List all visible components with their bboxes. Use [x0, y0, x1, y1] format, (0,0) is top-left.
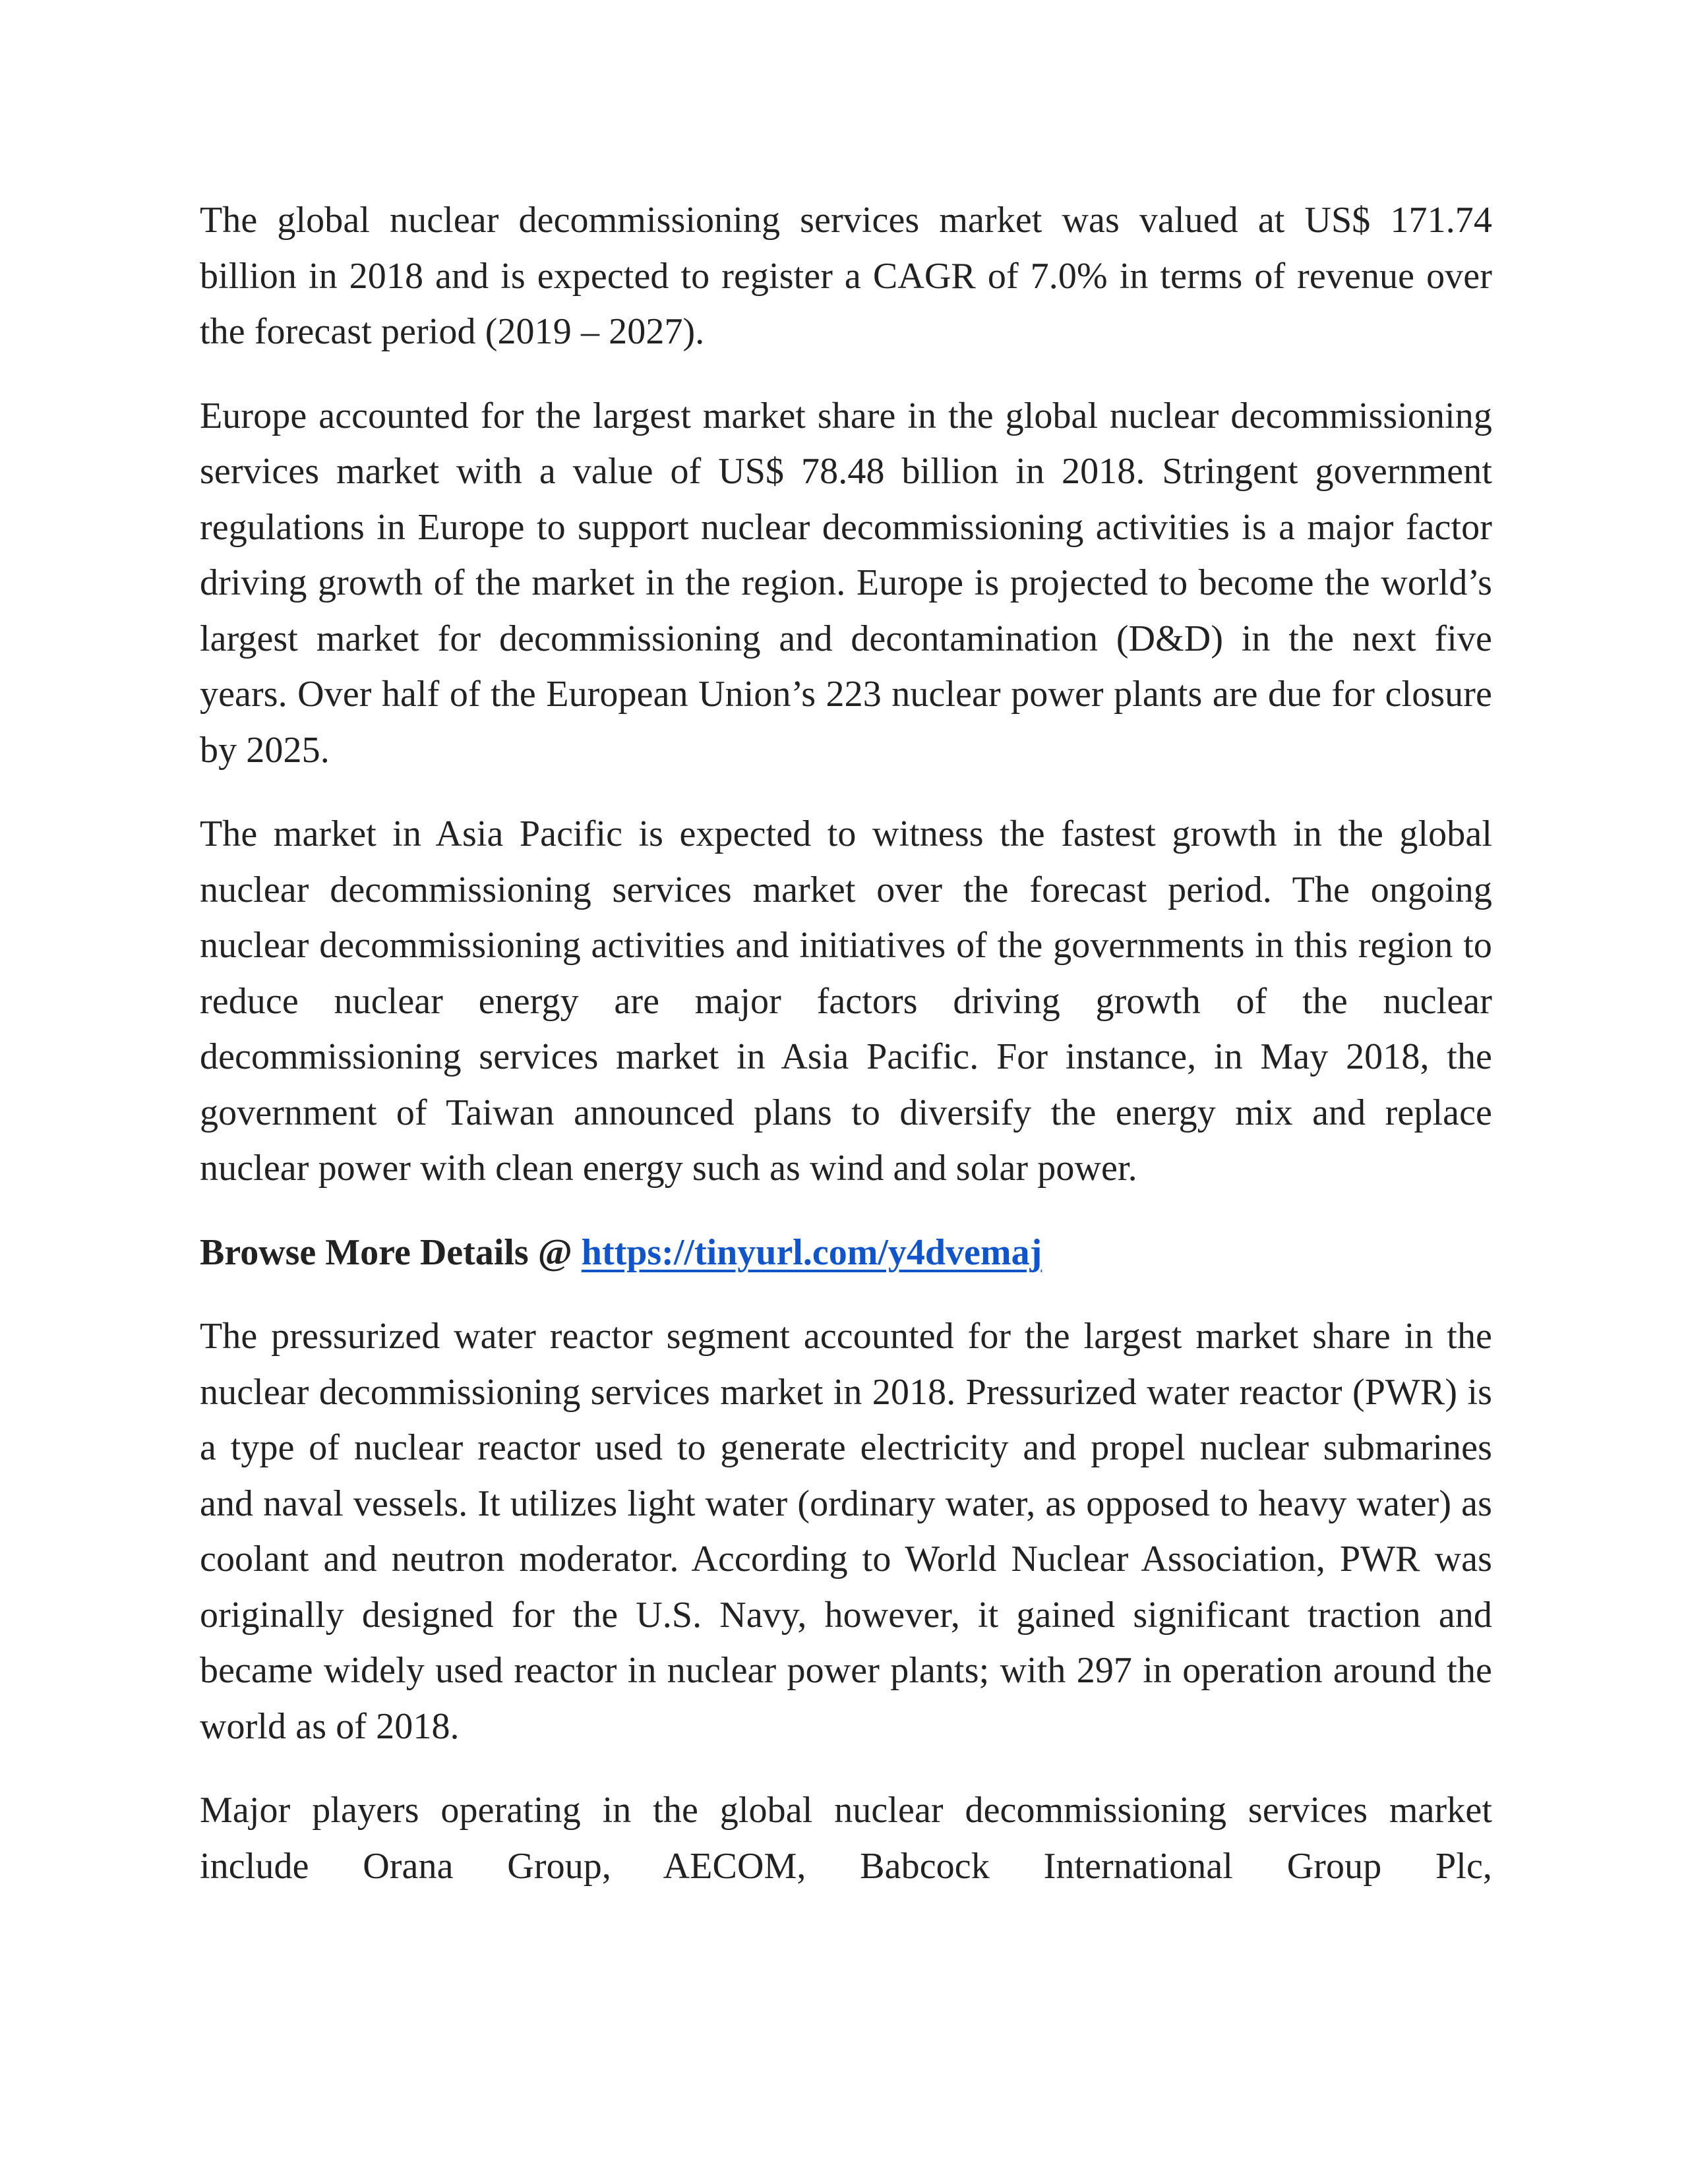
browse-more-details [200, 1225, 1492, 1281]
paragraph-market-overview: The global nuclear decommissioning services market was valued at US$ 171.74 billion in 2018 and is expected to register a CAGR of 7.0% in terms of revenue over the forecast period (2019 – 2027). [200, 200, 1492, 352]
browse-label: Browse More Details @ [200, 1231, 582, 1273]
paragraph-asia-pacific: The market in Asia Pacific is expected to witness the fastest growth in the global nuclear decommissioning services market over the forecast period. The ongoing nuclear decommissioning activities and initiatives of the governments in this region to reduce nuclear energy are major factors driving growth of the nuclear decommissioning services market in Asia Pacific. For instance, in May 2018, the government of Taiwan announced plans to diversify the energy mix and replace nuclear power with clean energy such as wind and solar power. [200, 813, 1492, 1189]
document-body [200, 192, 1492, 1894]
paragraph-pwr-segment: The pressurized water reactor segment accounted for the largest market share in the nuclear decommissioning services market in 2018. Pressurized water reactor (PWR) is a type of nuclear reactor used to generate electricity and propel nuclear submarines and naval vessels. It utilizes light water (ordinary water, as opposed to heavy water) as coolant and neutron moderator. According to World Nuclear Association, PWR was originally designed for the U.S. Navy, however, it gained significant traction and became widely used reactor in nuclear power plants; with 297 in operation around the world as of 2018. [200, 1316, 1492, 1747]
details-link[interactable]: https://tinyurl.com/y4dvemaj [581, 1231, 1042, 1273]
paragraph-europe: Europe accounted for the largest market share in the global nuclear decommissioning services market with a value of US$ 78.48 billion in 2018. Stringent government regulations in Europe to support nuclear decommissioning activities is a major factor driving growth of the market in the region. Europe is projected to become the world’s largest market for decommissioning and decontamination (D&D) in the next five years. Over half of the European Union’s 223 nuclear power plants are due for closure by 2025. [200, 395, 1492, 771]
paragraph-major-players: Major players operating in the global nuclear decommissioning services market include Orana Group, AECOM, Babcock International Group Plc, [200, 1790, 1492, 1887]
